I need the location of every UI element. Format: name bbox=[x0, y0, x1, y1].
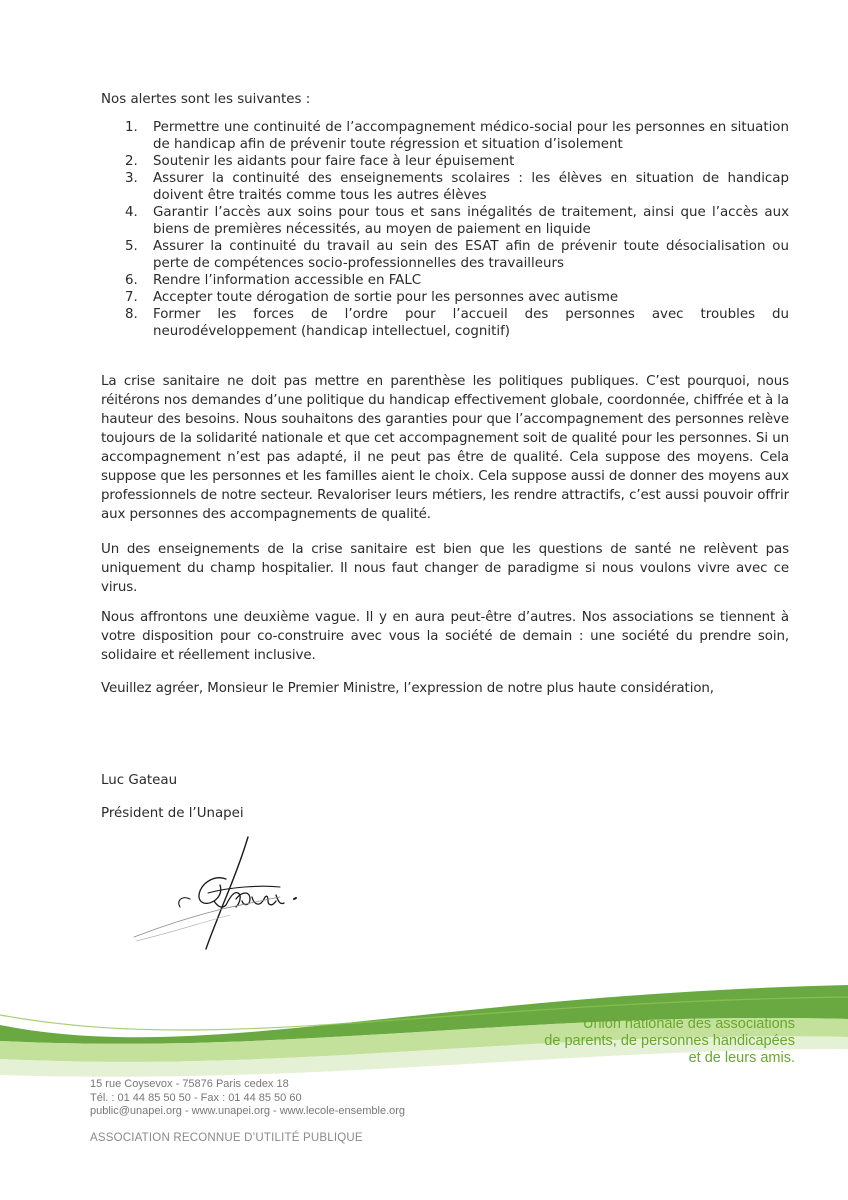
list-item bbox=[101, 289, 789, 306]
list-item-number: 3. bbox=[125, 171, 138, 186]
organization-line: Union nationale des associations bbox=[583, 1016, 795, 1032]
paragraph-health-lessons: Un des enseignements de la crise sanitaire est bien que les questions de santé ne relèvent pas uniquement du champ hospitalier. Il nous faut changer de paradigme si nous voulons vivre avec ce virus. bbox=[101, 542, 789, 595]
alerts-intro: Nos alertes sont les suivantes : bbox=[101, 92, 311, 107]
signatory-name: Luc Gateau bbox=[101, 773, 178, 788]
organization-line: et de leurs amis. bbox=[688, 1050, 795, 1066]
signatory-title: Président de l’Unapei bbox=[101, 806, 244, 821]
list-item bbox=[101, 119, 789, 153]
list-item-number: 1. bbox=[125, 120, 138, 135]
list-item bbox=[101, 306, 789, 340]
list-item bbox=[101, 170, 789, 204]
list-item-text: Rendre l’information accessible en FALC bbox=[153, 273, 422, 288]
list-item-number: 7. bbox=[125, 290, 138, 305]
list-item-text: Soutenir les aidants pour faire face à leur épuisement bbox=[153, 154, 515, 169]
list-item bbox=[101, 272, 789, 289]
closing-formula: Veuillez agréer, Monsieur le Premier Ministre, l’expression de notre plus haute considération, bbox=[101, 681, 714, 696]
list-item bbox=[101, 153, 789, 170]
list-item bbox=[101, 238, 789, 272]
list-item-number: 8. bbox=[125, 307, 138, 322]
association-status: ASSOCIATION RECONNUE D’UTILITÉ PUBLIQUE bbox=[90, 1132, 363, 1144]
handwritten-signature bbox=[130, 835, 330, 955]
list-item-text: Garantir l’accès aux soins pour tous et sans inégalités de traitement, ainsi que l’accès aux biens de premières nécessités, au moyen de paiement en liquide bbox=[153, 205, 789, 237]
list-item-text: Assurer la continuité du travail au sein des ESAT afin de prévenir toute désocialisation ou perte de compétences socio-professionnelles des travailleurs bbox=[153, 239, 789, 271]
list-item-text: Assurer la continuité des enseignements scolaires : les élèves en situation de handicap doivent être traités comme tous les autres élèves bbox=[153, 171, 789, 203]
list-item-text: Former les forces de l’ordre pour l’accueil des personnes avec troubles du neurodéveloppement (handicap intellectuel, cognitif) bbox=[153, 307, 789, 339]
list-item-text: Permettre une continuité de l’accompagnement médico-social pour les personnes en situation de handicap afin de prévenir toute régression et situation d’isolement bbox=[153, 120, 789, 152]
phone-line: Tél. : 01 44 85 50 50 - Fax : 01 44 85 50 60 bbox=[90, 1091, 302, 1104]
web-line: public@unapei.org - www.unapei.org - www.lecole-ensemble.org bbox=[90, 1105, 406, 1117]
list-item bbox=[101, 204, 789, 238]
address-line: 15 rue Coysevox - 75876 Paris cedex 18 bbox=[90, 1078, 289, 1090]
list-item-number: 5. bbox=[125, 239, 138, 254]
paragraph-second-wave: Nous affrontons une deuxième vague. Il y en aura peut-être d’autres. Nos associations se tiennent à votre disposition pour co-construire avec vous la société de demain : une société du prendre soin, solidaire et réellement inclusive. bbox=[101, 610, 789, 663]
organization-name bbox=[544, 1016, 795, 1067]
list-item-number: 2. bbox=[125, 154, 138, 169]
list-item-number: 6. bbox=[125, 273, 138, 288]
list-item-text: Accepter toute dérogation de sortie pour les personnes avec autisme bbox=[153, 290, 619, 305]
list-item-number: 4. bbox=[125, 205, 138, 220]
address-block bbox=[90, 1078, 405, 1119]
paragraph-public-policy: La crise sanitaire ne doit pas mettre en parenthèse les politiques publiques. C’est pourquoi, nous réitérons nos demandes d’une politique du handicap effectivement globale, coordonnée, chiffrée et à la hauteur des besoins. Nous souhaitons des garanties pour que l’accompagnement des personnes relève toujours de la solidarité nationale et que cet accompagnement soit de qualité pour les personnes. Si un accompagnement n’est pas adapté, il ne peut pas être de qualité. Cela suppose des moyens. Cela suppose que les personnes et les familles aient le choix. Cela suppose aussi de donner des moyens aux professionnels de notre secteur. Revaloriser leurs métiers, les rendre attractifs, c’est aussi pouvoir offrir aux personnes des accompagnements de qualité. bbox=[101, 374, 789, 522]
alerts-list bbox=[101, 119, 789, 340]
organization-line: de parents, de personnes handicapées bbox=[544, 1033, 795, 1049]
